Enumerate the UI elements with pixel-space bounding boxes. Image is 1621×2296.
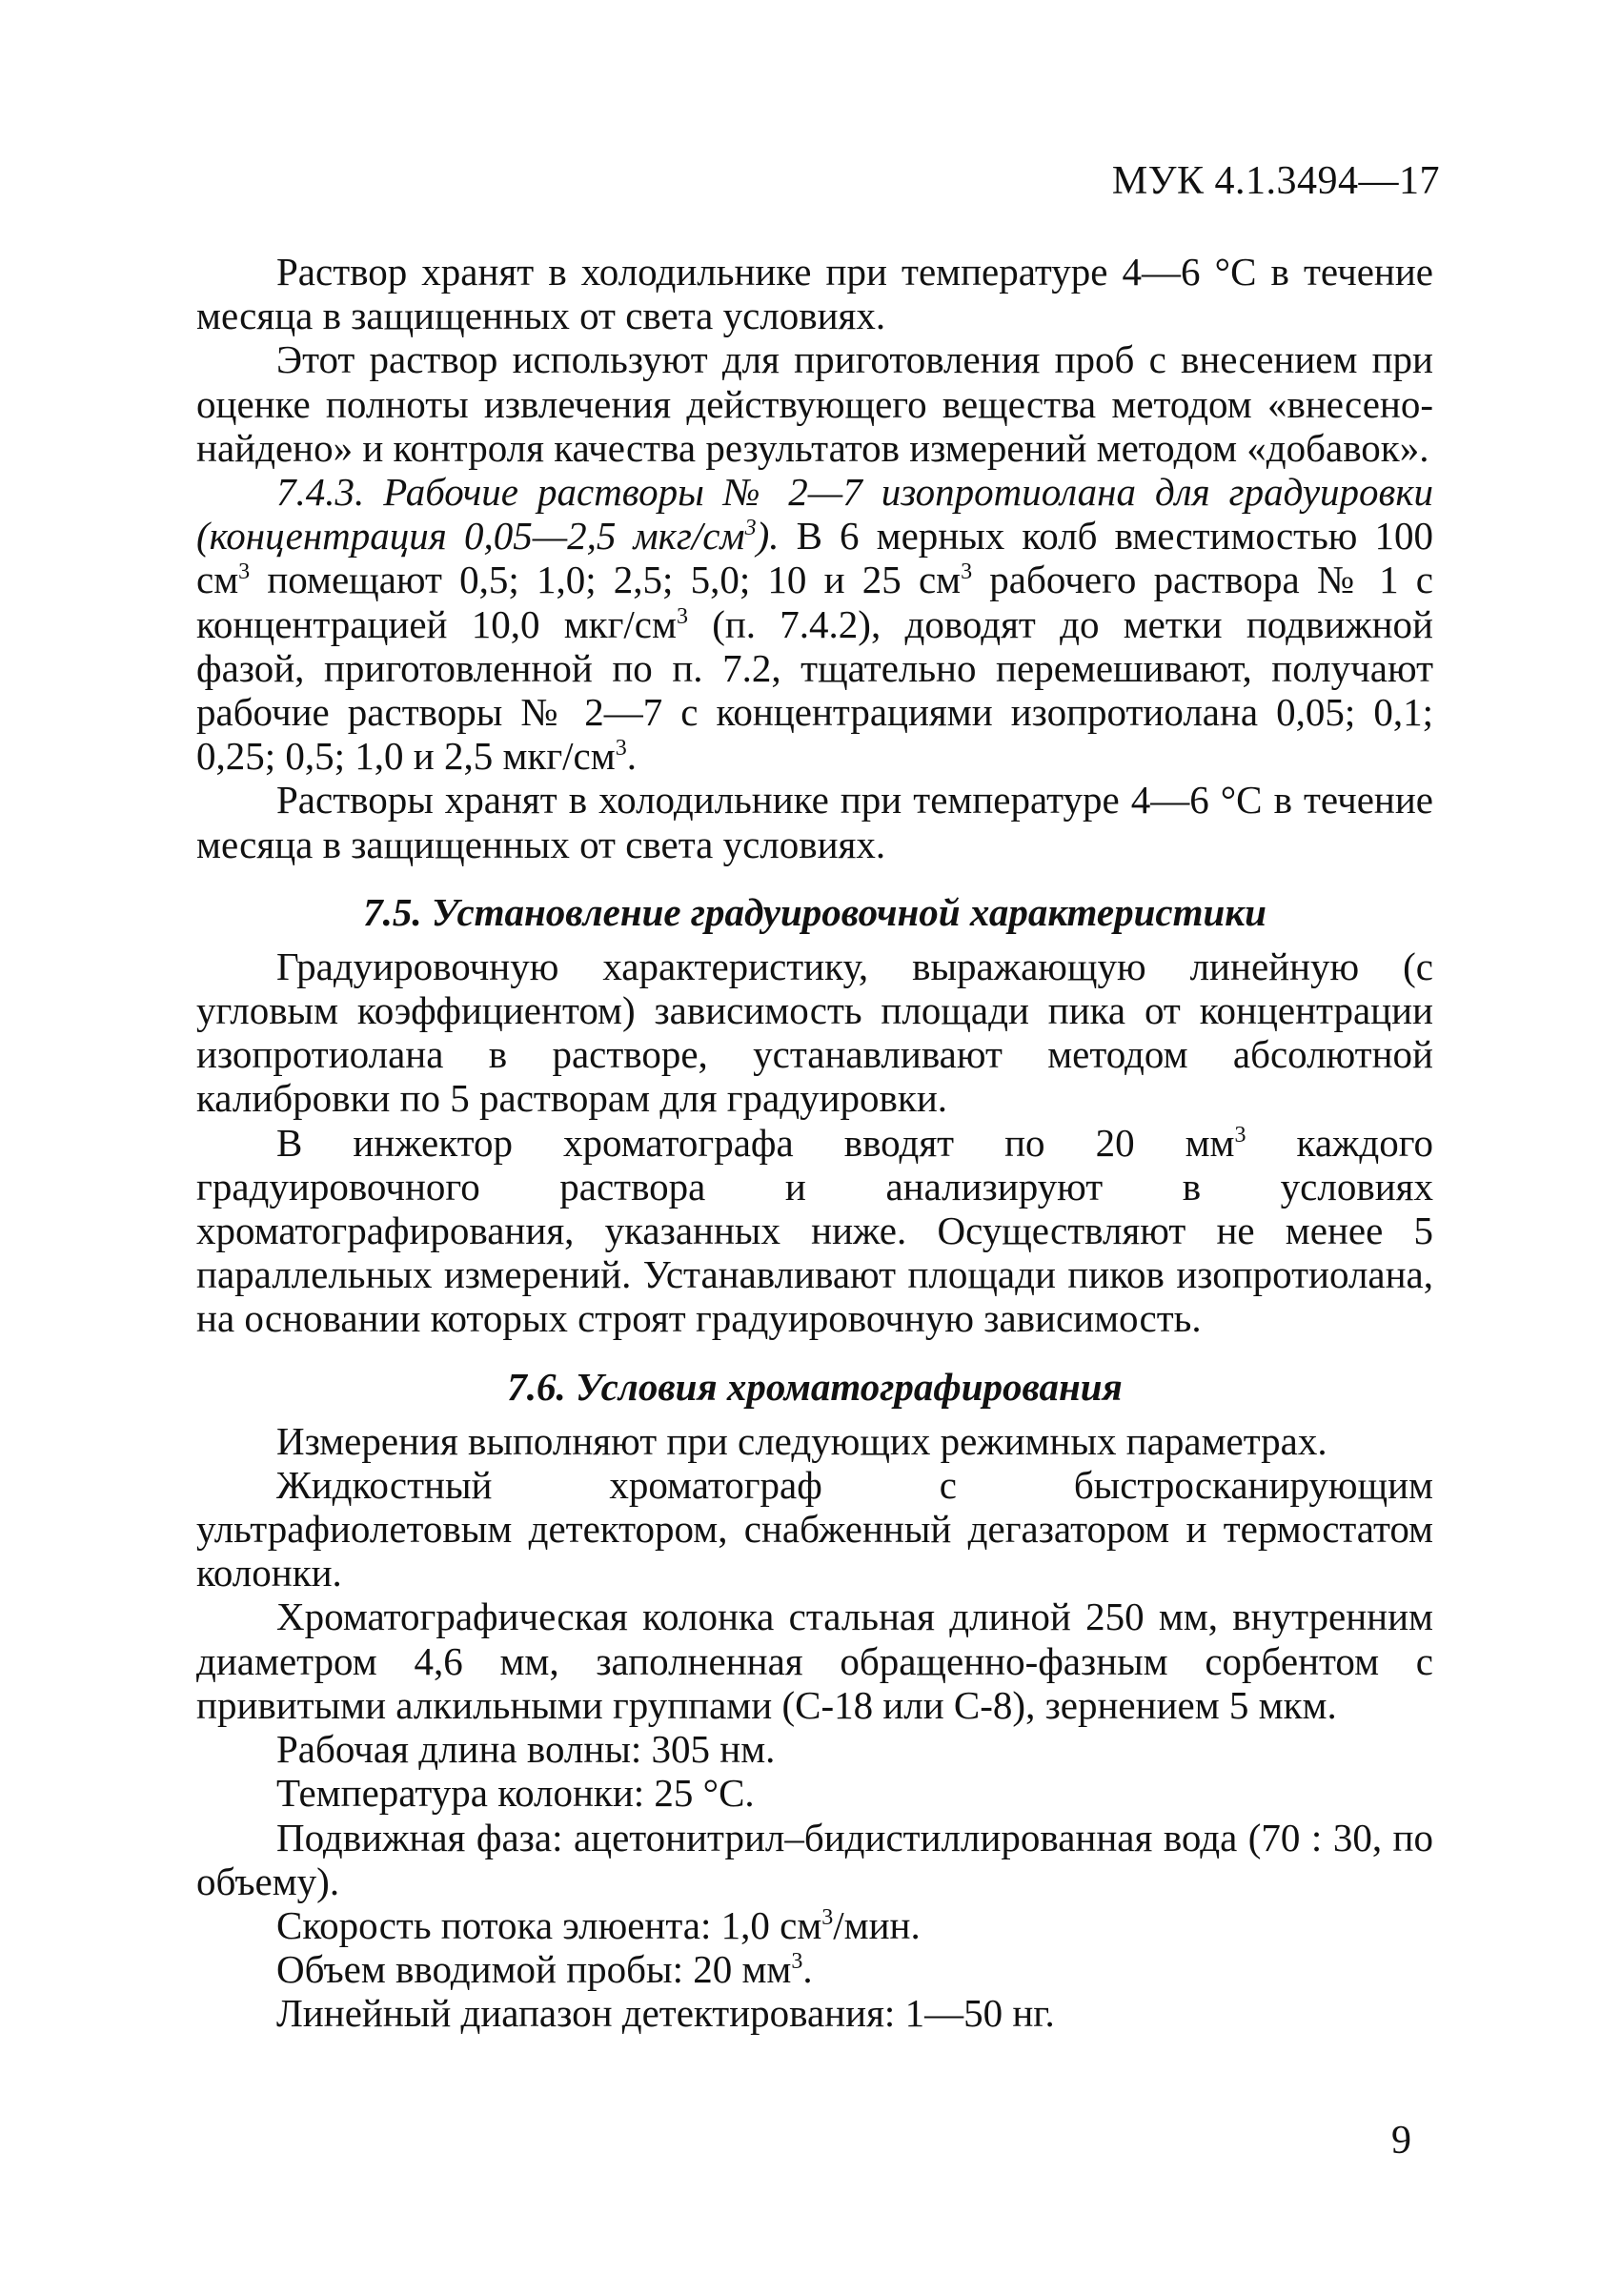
paragraph: Градуировочную характеристику, выражающую линейную (с угловым коэффициентом) зависимость площади пика от концентрации изопротиолана в растворе, устанавливают методом абсолютной калибровки по 5 растворам для градуировки. xyxy=(196,944,1433,1121)
page-body xyxy=(196,250,1433,2036)
paragraph: В инжектор хроматографа вводят по 20 $мм^3$ каждого градуировочного раствора и анализируют в условиях хроматографирования, указанных ниже. Осуществляют не менее 5 параллельных измерений. Устанавливают площади пиков изопротиолана, на основании которых строят градуировочную зависимость. xyxy=(196,1120,1434,1341)
paragraph: Линейный диапазон детектирования: 1—50 нг. xyxy=(276,1991,1055,2036)
paragraph: Скорость потока элюента: 1,0 $см^3$/мин. xyxy=(276,1902,921,1947)
paragraph: Объем вводимой пробы: 20 $мм^3$. xyxy=(276,1947,813,1992)
paragraph: Растворы хранят в холодильнике при температуре 4—6 °С в течение месяца в защищенных от света условиях. xyxy=(196,778,1433,866)
paragraph: Рабочая длина волны: 305 нм. xyxy=(276,1727,776,1772)
document-code: МУК 4.1.3494—17 xyxy=(1111,159,1440,203)
paragraph: Измерения выполняют при следующих режимных параметрах. xyxy=(276,1418,1327,1463)
paragraph: Подвижная фаза: ацетонитрил–бидистиллированная вода (70 : 30, по объему). xyxy=(196,1815,1433,1903)
section-heading-75: 7.5. Установление градуировочной характеристики xyxy=(363,889,1266,934)
subsection-title-743: 7.4.3. Рабочие растворы № 2—7 изопротиолана для градуировки (концентрация 0,05—2,5 мкг/$см^3$). xyxy=(196,470,1433,559)
paragraph: Жидкостный хроматограф с быстросканирующим ультрафиолетовым детектором, снабженный дегазатором и термостатом колонки. xyxy=(196,1462,1433,1595)
paragraph: Хроматографическая колонка стальная длиной 250 мм, внутренним диаметром 4,6 мм, заполненная обращенно-фазным сорбентом с привитыми алкильными группами (С-18 или С-8), зернением 5 мкм. xyxy=(196,1595,1433,1727)
paragraph: Раствор хранят в холодильнике при температуре 4—6 °С в течение месяца в защищенных от света условиях. xyxy=(196,250,1433,338)
paragraph: Температура колонки: 25 °С. xyxy=(276,1771,755,1816)
section-heading-76: 7.6. Условия хроматографирования xyxy=(507,1364,1123,1409)
paragraph-743: 7.4.3. Рабочие растворы № 2—7 изопротиолана для градуировки (концентрация 0,05—2,5 мкг/$см^3$). В 6 мерных колб вместимостью 100 $см^3$ помещают 0,5; 1,0; 2,5; 5,0; 10 и 25 $см^3$ рабочего раствора № 1 с концентрацией 10,0 мкг/$см^3$ (п. 7.4.2), доводят до метки подвижной фазой, приготовленной по п. 7.2, тщательно перемешивают, получают рабочие растворы № 2—7 с концентрациями изопротиолана 0,05; 0,1; 0,25; 0,5; 1,0 и 2,5 мкг/$см^3$. xyxy=(196,470,1434,779)
paragraph: Этот раствор используют для приготовления проб с внесением при оценке полноты извлечения действующего вещества методом «внесено-найдено» и контроля качества результатов измерений методом «добавок». xyxy=(196,337,1433,470)
page-number: 9 xyxy=(1391,2119,1411,2163)
